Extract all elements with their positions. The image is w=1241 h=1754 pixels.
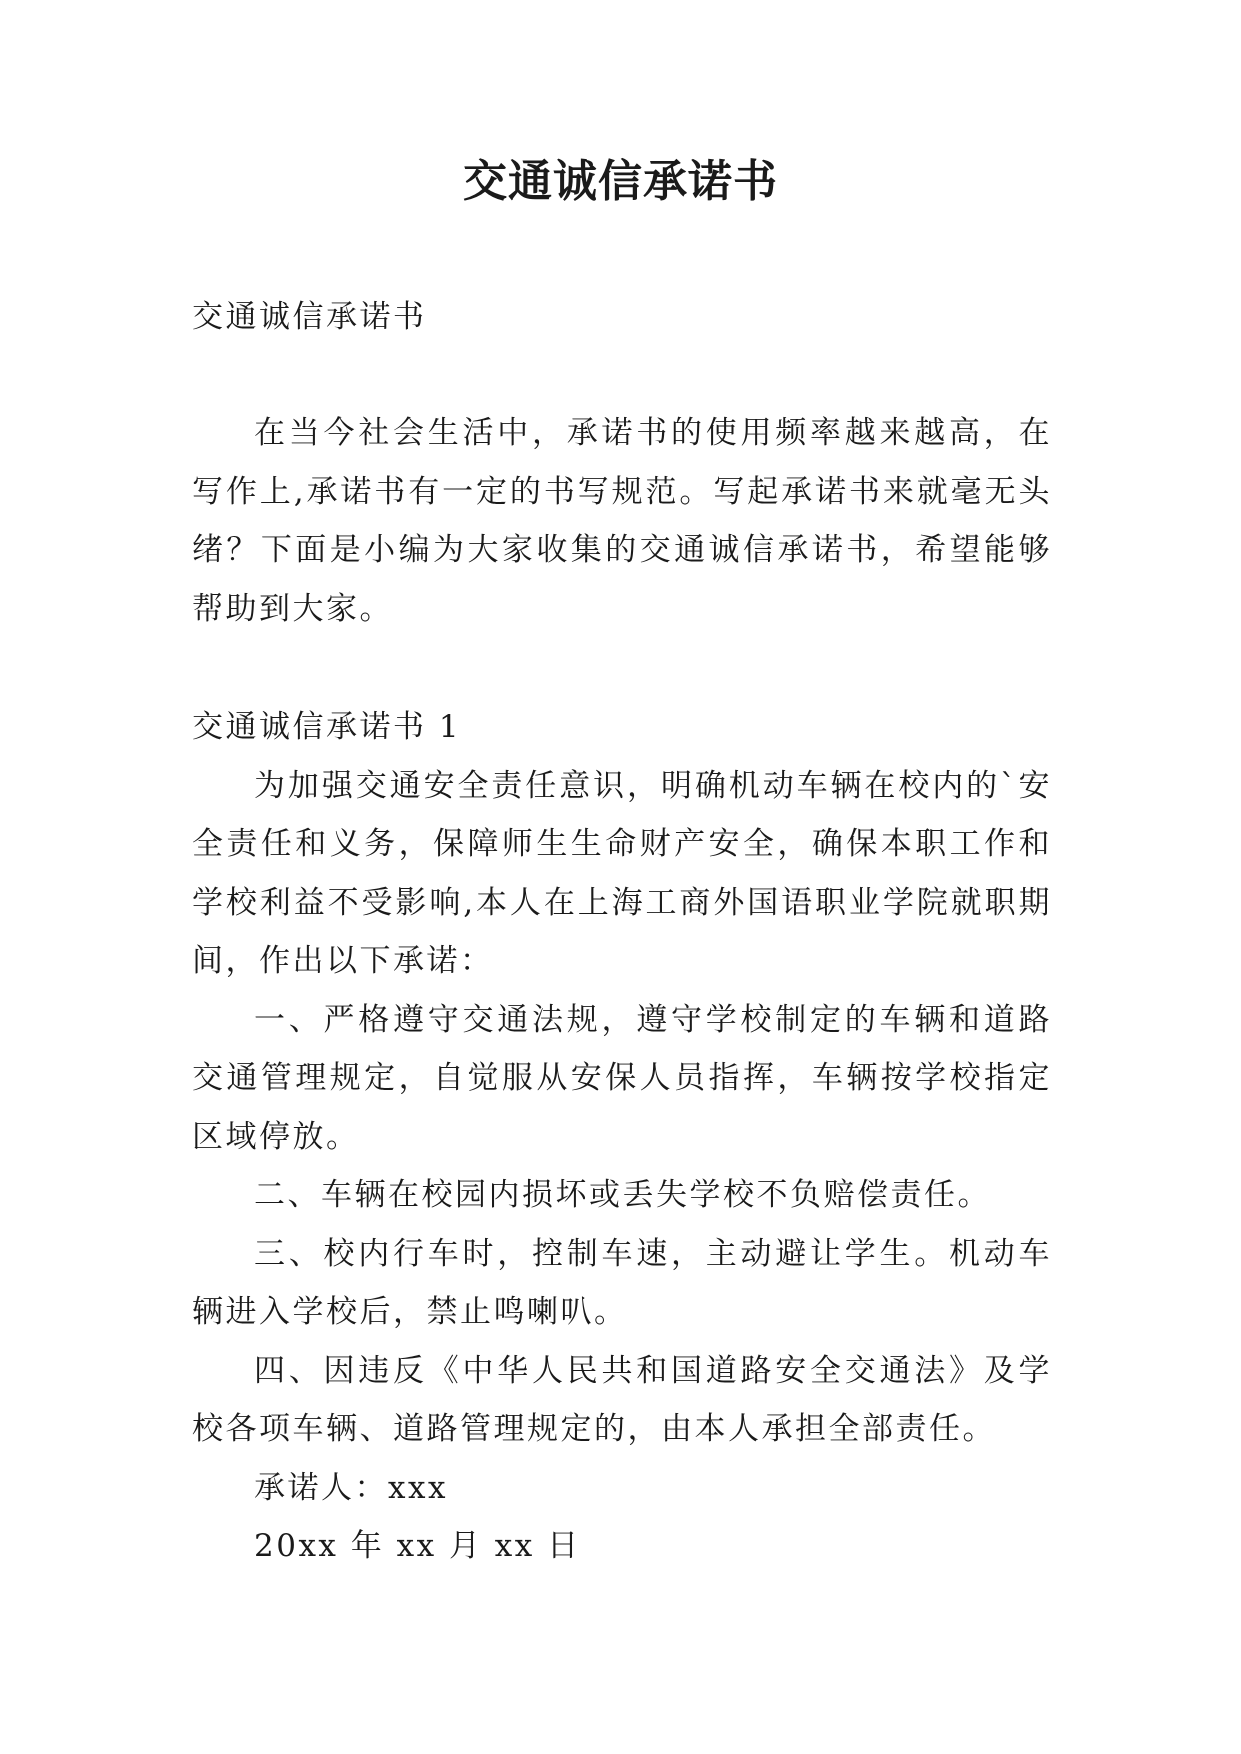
commitment-item-4: 四、因违反《中华人民共和国道路安全交通法》及学校各项车辆、道路管理规定的，由本人承担全部责任。 (192, 1352, 1052, 1447)
section-heading: 交通诚信承诺书 1 (192, 709, 462, 745)
commitment-item-3: 三、校内行车时，控制车速，主动避让学生。机动车辆进入学校后，禁止鸣喇叭。 (192, 1235, 1052, 1330)
signer-line: 承诺人：xxx (254, 1469, 448, 1506)
section-block (192, 698, 1052, 1576)
commitment-item-1: 一、严格遵守交通法规，遵守学校制定的车辆和道路交通管理规定，自觉服从安保人员指挥，车辆按学校指定区域停放。 (192, 1001, 1052, 1155)
date-line: 20xx 年 xx 月 xx 日 (254, 1528, 581, 1564)
intro-block (192, 404, 1052, 638)
commitment-paragraph-intro: 为加强交通安全责任意识，明确机动车辆在校内的`安全责任和义务，保障师生生命财产安全，确保本职工作和学校利益不受影响,本人在上海工商外国语职业学院就职期间，作出以下承诺： (192, 767, 1052, 979)
document-title: 交通诚信承诺书 (463, 156, 778, 207)
document-subtitle: 交通诚信承诺书 (192, 299, 427, 335)
commitment-item-2: 二、车辆在校园内损坏或丢失学校不负赔偿责任。 (254, 1177, 991, 1213)
intro-paragraph: 在当今社会生活中，承诺书的使用频率越来越高，在写作上,承诺书有一定的书写规范。写起承诺书来就毫无头绪？下面是小编为大家收集的交通诚信承诺书，希望能够帮助到大家。 (192, 415, 1052, 627)
